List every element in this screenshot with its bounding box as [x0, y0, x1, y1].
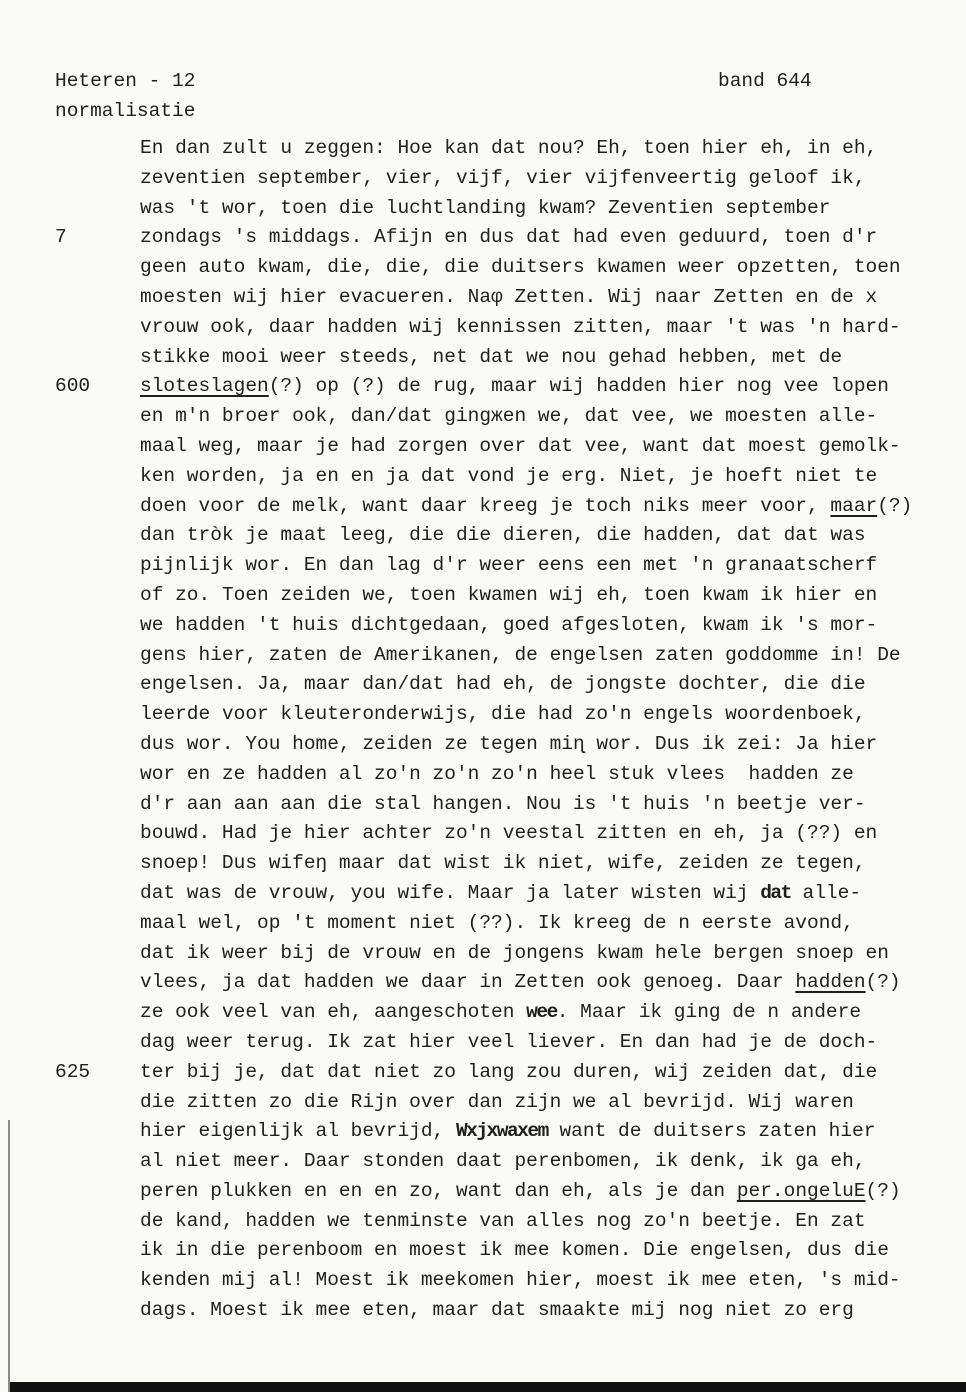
scan-artifact-left-line	[8, 1120, 10, 1392]
transcript-line-text	[140, 372, 889, 402]
transcript-line	[0, 909, 966, 939]
transcript-line	[0, 1236, 966, 1266]
transcript-line-text	[140, 1296, 854, 1326]
text-segment: vlees, ja dat hadden we daar in Zetten ook genoeg. Daar	[140, 971, 796, 994]
transcript-line	[0, 134, 966, 164]
text-segment: dags. Moest ik mee eten, maar dat smaakte mij nog niet zo erg	[140, 1299, 854, 1322]
text-segment: dag weer terug. Ik zat hier veel liever. En dan had je de doch-	[140, 1030, 878, 1053]
transcript-line	[0, 1058, 966, 1088]
text-segment: wee	[526, 1001, 557, 1024]
text-segment: ze ook veel van eh, aangeschoten	[140, 1001, 527, 1024]
text-segment: doen voor de melk, want daar kreeg je toch niks meer voor,	[140, 494, 831, 517]
page-title: Heteren - 12	[55, 70, 196, 92]
text-segment: kenden mij al! Moest ik meekomen hier, moest ik mee eten, 's mid-	[140, 1269, 901, 1292]
text-segment: geen auto kwam, die, die, die duitsers kwamen weer opzetten, toen	[140, 256, 901, 279]
transcript-line-text	[140, 253, 901, 283]
text-segment: maal wel, op 't moment niet (??). Ik kreeg de n eerste avond,	[140, 911, 854, 934]
transcript-line	[0, 223, 966, 253]
transcript-line	[0, 641, 966, 671]
text-segment: (?)	[865, 1179, 901, 1202]
text-segment: stikke mooi weer steeds, net dat we nou gehad hebben, met de	[140, 345, 843, 368]
transcript-line	[0, 1028, 966, 1058]
text-segment: (?)	[877, 494, 913, 517]
transcript-line-text	[140, 1147, 866, 1177]
transcript-line	[0, 700, 966, 730]
transcript-line-text	[140, 492, 912, 522]
transcript-line	[0, 462, 966, 492]
transcript-line-text	[140, 402, 877, 432]
text-segment: ken worden, ja en en ja dat vond je erg. Niet, je hoeft niet te	[140, 464, 878, 487]
transcript-line-text	[140, 790, 866, 820]
top-margin	[0, 0, 966, 70]
text-segment: we hadden 't huis dichtgedaan, goed afgesloten, kwam ik 's mor-	[140, 613, 878, 636]
transcript-line	[0, 551, 966, 581]
band-number: band 644	[718, 70, 812, 92]
transcript-line	[0, 1207, 966, 1237]
text-segment: dat	[760, 881, 791, 904]
transcript-line	[0, 1088, 966, 1118]
transcript-line-text	[140, 343, 842, 373]
transcript-line-text	[140, 670, 866, 700]
transcript-line-text	[140, 1207, 866, 1237]
transcript-line-text	[140, 730, 877, 760]
transcript-line-text	[140, 968, 901, 998]
transcript-line	[0, 164, 966, 194]
text-segment: dat was de vrouw, you wife. Maar ja later wisten wij	[140, 881, 761, 904]
text-segment: Wxjxwaxem	[455, 1120, 548, 1143]
transcript-line-text	[140, 551, 877, 581]
transcript-line	[0, 492, 966, 522]
transcript-line	[0, 939, 966, 969]
transcript-line	[0, 283, 966, 313]
text-segment: d'r aan aan aan die stal hangen. Nou is 't huis 'n beetje ver-	[140, 792, 866, 815]
transcript-line	[0, 402, 966, 432]
text-segment: want de duitsers zaten hier	[547, 1120, 876, 1143]
transcript-line	[0, 372, 966, 402]
text-segment: zondags 's middags. Afijn en dus dat had even geduurd, toen d'r	[140, 226, 878, 249]
transcript-line	[0, 253, 966, 283]
text-segment: pijnlijk wor. En dan lag d'r weer eens een met 'n granaatscherf	[140, 554, 878, 577]
margin-line-number: 600	[55, 375, 91, 398]
transcript-line	[0, 194, 966, 224]
text-segment: snoep! Dus wifeŋ maar dat wist ik niet, wife, zeiden ze tegen,	[140, 852, 866, 875]
text-segment: gens hier, zaten de Amerikanen, de engelsen zaten goddomme in! De	[140, 643, 901, 666]
transcript-line	[0, 1296, 966, 1326]
text-segment: die zitten zo die Rijn over dan zijn we al bevrijd. Wij waren	[140, 1090, 854, 1113]
text-segment: en m'n broer ook, dan/dat gingжen we, dat vee, we moesten alle-	[140, 405, 878, 428]
underlined-word: maar	[830, 494, 878, 517]
text-segment: ter bij je, dat dat niet zo lang zou duren, wij zeiden dat, die	[140, 1060, 878, 1083]
transcript-line-text	[140, 760, 854, 790]
transcript-line-text	[140, 164, 866, 194]
transcript-line-text	[140, 1058, 877, 1088]
text-segment: al niet meer. Daar stonden daat perenbomen, ik denk, ik ga eh,	[140, 1150, 866, 1173]
transcript-line	[0, 670, 966, 700]
transcript-line-text	[140, 909, 854, 939]
transcript-line-text	[140, 581, 877, 611]
transcript-line	[0, 998, 966, 1028]
transcript-line-text	[140, 641, 901, 671]
transcript-line-text	[140, 313, 901, 343]
text-segment: En dan zult u zeggen: Hoe kan dat nou? Eh, toen hier eh, in eh,	[140, 137, 878, 159]
transcript-line	[0, 849, 966, 879]
transcript-line	[0, 730, 966, 760]
text-segment: maal weg, maar je had zorgen over dat vee, want dat moest gemolk-	[140, 434, 901, 457]
text-segment: (?)	[865, 971, 901, 994]
transcript-line-text	[140, 283, 877, 313]
transcript-line	[0, 1266, 966, 1296]
text-segment: leerde voor kleuteronderwijs, die had zo'n engels woordenboek,	[140, 703, 866, 726]
transcript-line	[0, 611, 966, 641]
text-segment: peren plukken en en en zo, want dan eh, als je dan	[140, 1179, 737, 1202]
transcript-line-text	[140, 819, 877, 849]
transcript-line-text	[140, 611, 877, 641]
transcript-line-text	[140, 1028, 877, 1058]
transcript-line-text	[140, 194, 830, 224]
text-segment: hier eigenlijk al bevrijd,	[140, 1120, 456, 1143]
text-segment: zeventien september, vier, vijf, vier vijfenveertig geloof ik,	[140, 166, 866, 189]
text-segment: ik in die perenboom en moest ik mee komen. Die engelsen, dus die	[140, 1239, 889, 1262]
transcript-line-text	[140, 1088, 854, 1118]
transcript-line	[0, 1177, 966, 1207]
text-segment: (?) op (?) de rug, maar wij hadden hier nog vee lopen	[268, 375, 889, 398]
text-segment: wor en ze hadden al zo'n zo'n zo'n heel stuk vlees hadden ze	[140, 762, 854, 785]
transcript-line	[0, 879, 966, 909]
transcript-line-text	[140, 879, 861, 909]
margin-line-number: 625	[55, 1060, 91, 1083]
page-subtitle: normalisatie	[55, 100, 196, 122]
transcript-line-text	[140, 1266, 901, 1296]
text-segment: moesten wij hier evacueren. Naφ Zetten. Wij naar Zetten en de x	[140, 285, 878, 308]
transcript-line-text	[140, 1117, 875, 1147]
transcript-line-text	[140, 134, 877, 164]
text-segment: de kand, hadden we tenminste van alles nog zo'n beetje. En zat	[140, 1209, 866, 1232]
transcript-line-text	[140, 462, 877, 492]
transcript-line-text	[140, 849, 866, 879]
text-segment: . Maar ik ging de n andere	[556, 1001, 862, 1024]
transcript-line	[0, 790, 966, 820]
text-segment: was 't wor, toen die luchtlanding kwam? Zeventien september	[140, 196, 831, 219]
transcript-line-text	[140, 1236, 889, 1266]
transcript-line-text	[140, 939, 889, 969]
transcript-line	[0, 313, 966, 343]
transcript-line-text	[140, 223, 877, 253]
transcript-line	[0, 968, 966, 998]
text-segment: engelsen. Ja, maar dan/dat had eh, de jongste dochter, die die	[140, 673, 866, 696]
text-segment: bouwd. Had je hier achter zo'n veestal zitten en eh, ja (??) en	[140, 822, 878, 845]
margin-line-number: 7	[55, 226, 67, 249]
underlined-word: hadden	[795, 971, 866, 994]
transcript-line-text	[140, 521, 866, 551]
transcript-line	[0, 432, 966, 462]
transcript-line-text	[140, 700, 866, 730]
transcript	[0, 134, 966, 1326]
text-segment: vrouw ook, daar hadden wij kennissen zitten, maar 't was 'n hard-	[140, 315, 901, 338]
underlined-word: sloteslagen	[140, 375, 269, 398]
page-header	[0, 70, 966, 100]
text-segment: of zo. Toen zeiden we, toen kwamen wij eh, toen kwam ik hier en	[140, 583, 878, 606]
text-segment: dan tròk je maat leeg, die die dieren, die hadden, dat dat was	[140, 524, 866, 547]
transcript-line-text	[140, 998, 861, 1028]
text-segment: dat ik weer bij de vrouw en de jongens kwam hele bergen snoep en	[140, 941, 889, 964]
text-segment: alle-	[790, 881, 862, 904]
transcript-line-text	[140, 432, 901, 462]
transcript-line	[0, 1117, 966, 1147]
transcript-line	[0, 521, 966, 551]
underlined-word: per.ongeluE	[736, 1179, 866, 1202]
transcript-line	[0, 1147, 966, 1177]
scan-artifact-bottom-bar	[10, 1382, 966, 1392]
page-subtitle-row	[0, 100, 966, 134]
transcript-line	[0, 819, 966, 849]
transcript-line	[0, 343, 966, 373]
transcript-line-text	[140, 1177, 901, 1207]
text-segment: dus wor. You home, zeiden ze tegen miɳ wor. Dus ik zei: Ja hier	[140, 732, 878, 755]
transcript-line	[0, 581, 966, 611]
transcript-line	[0, 760, 966, 790]
